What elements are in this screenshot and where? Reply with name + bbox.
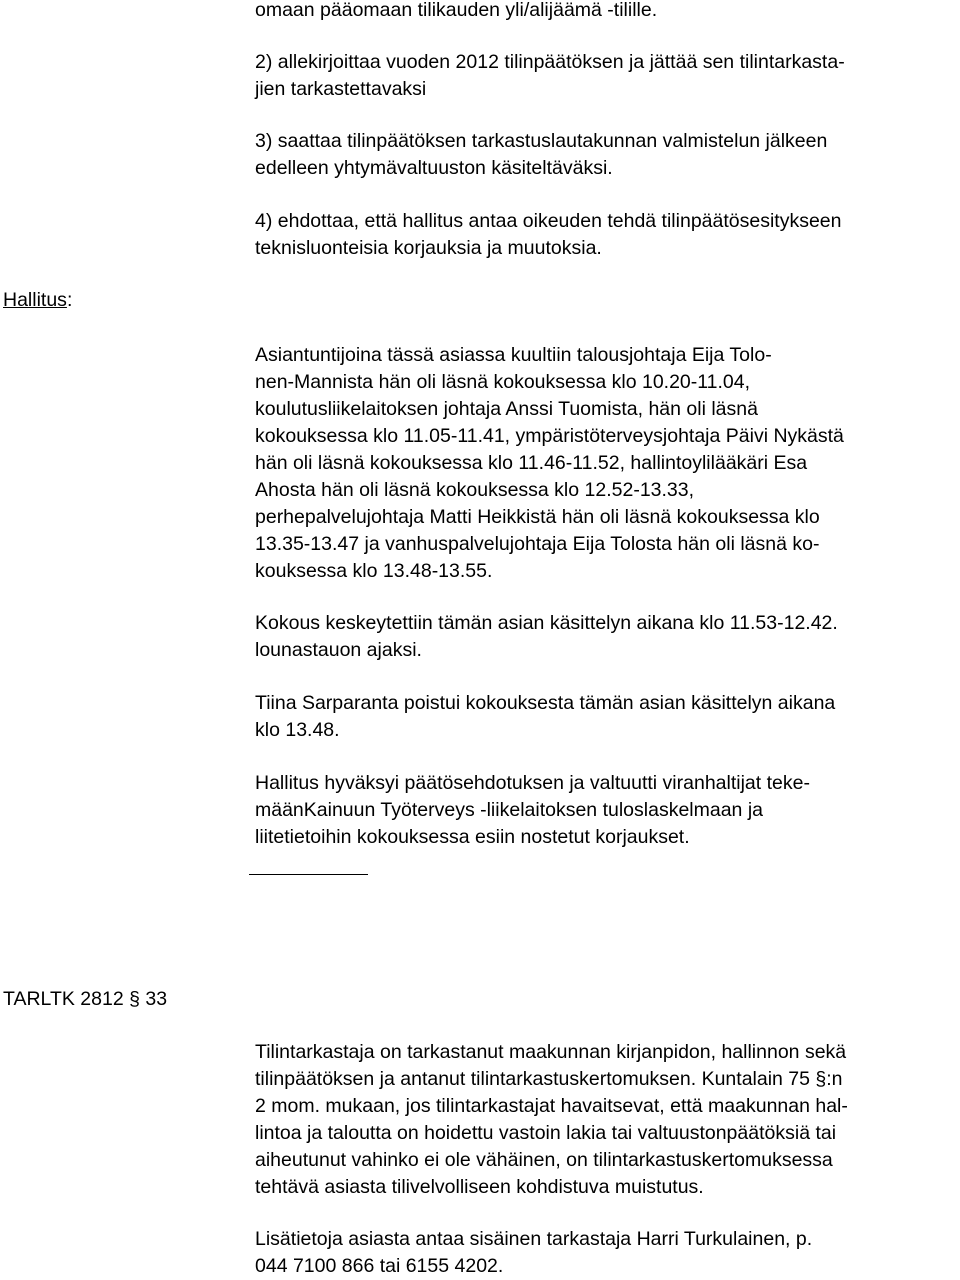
text-line: kouksessa klo 13.48-13.55. xyxy=(255,560,493,582)
text-line: 3) saattaa tilinpäätöksen tarkastuslautakunnan valmistelun jälkeen xyxy=(255,130,828,152)
hallitus-label-text: Hallitus xyxy=(3,289,67,311)
text-line: 4) ehdottaa, että hallitus antaa oikeuden tehdä tilinpäätösesitykseen xyxy=(255,210,842,232)
section-heading: TARLTK 2812 § 33 xyxy=(3,988,168,1010)
text-line: aiheutunut vahinko ei ole vähäinen, on tilintarkastuskertomuksessa xyxy=(255,1149,833,1171)
text-line: Kokous keskeytettiin tämän asian käsittelyn aikana klo 11.53-12.42. xyxy=(255,612,838,634)
text-line: jien tarkastettavaksi xyxy=(255,78,427,100)
text-line: lounastauon ajaksi. xyxy=(255,639,422,661)
paragraph-experts xyxy=(255,342,844,585)
text-line: hän oli läsnä kokouksessa klo 11.46-11.52, hallintoylilääkäri Esa xyxy=(255,452,808,474)
text-line: Asiantuntijoina tässä asiassa kuultiin talousjohtaja Eija Tolo- xyxy=(255,344,772,366)
paragraph-decision xyxy=(255,770,810,851)
paragraph-item-4 xyxy=(255,208,842,262)
text-line: Lisätietoja asiasta antaa sisäinen tarkastaja Harri Turkulainen, p. xyxy=(255,1228,813,1250)
text-line: 13.35-13.47 ja vanhuspalvelujohtaja Eija Tolosta hän oli läsnä ko- xyxy=(255,533,820,555)
text-line: Hallitus hyväksyi päätösehdotuksen ja valtuutti viranhaltijat teke- xyxy=(255,772,810,794)
paragraph-departure xyxy=(255,690,835,744)
paragraph-meeting-break xyxy=(255,610,838,664)
text-line: 2) allekirjoittaa vuoden 2012 tilinpäätöksen ja jättää sen tilintarkasta- xyxy=(255,51,845,73)
text-line: koulutusliikelaitoksen johtaja Anssi Tuomista, hän oli läsnä xyxy=(255,398,758,420)
text-line: tehtävä asiasta tilivelvolliseen kohdistuva muistutus. xyxy=(255,1176,704,1198)
text-line: Tiina Sarparanta poistui kokouksesta tämän asian käsittelyn aikana xyxy=(255,692,836,714)
section-end-rule xyxy=(249,874,368,875)
text-line: teknisluonteisia korjauksia ja muutoksia. xyxy=(255,237,602,259)
paragraph-item-3 xyxy=(255,128,827,182)
paragraph-contact xyxy=(255,1226,812,1280)
paragraph-carryover xyxy=(255,0,657,24)
text-line: klo 13.48. xyxy=(255,719,340,741)
text-line: perhepalvelujohtaja Matti Heikkistä hän oli läsnä kokouksessa klo xyxy=(255,506,820,528)
text-line: lintoa ja taloutta on hoidettu vastoin lakia tai valtuustonpäätöksiä tai xyxy=(255,1122,837,1144)
text-line: edelleen yhtymävaltuuston käsiteltäväksi. xyxy=(255,157,613,179)
text-line: tilinpäätöksen ja antanut tilintarkastuskertomuksen. Kuntalain 75 §:n xyxy=(255,1068,843,1090)
hallitus-label-colon: : xyxy=(66,289,73,311)
text-line: määnKainuun Työterveys -liikelaitoksen tuloslaskelmaan ja xyxy=(255,799,763,821)
text-line: kokouksessa klo 11.05-11.41, ympäristöterveysjohtaja Päivi Nykästä xyxy=(255,425,844,447)
text-line: nen-Mannista hän oli läsnä kokouksessa klo 10.20-11.04, xyxy=(255,371,751,393)
paragraph-audit xyxy=(255,1039,848,1201)
text-line: 044 7100 866 tai 6155 4202. xyxy=(255,1255,504,1277)
text-line: Ahosta hän oli läsnä kokouksessa klo 12.52-13.33, xyxy=(255,479,695,501)
paragraph-item-2 xyxy=(255,49,845,103)
text-line: liitetietoihin kokouksessa esiin nostetut korjaukset. xyxy=(255,826,690,848)
hallitus-label xyxy=(3,287,72,314)
text-line: omaan pääomaan tilikauden yli/alijäämä -tilille. xyxy=(255,0,658,21)
text-line: 2 mom. mukaan, jos tilintarkastajat havaitsevat, että maakunnan hal- xyxy=(255,1095,848,1117)
text-line: Tilintarkastaja on tarkastanut maakunnan kirjanpidon, hallinnon sekä xyxy=(255,1041,847,1063)
